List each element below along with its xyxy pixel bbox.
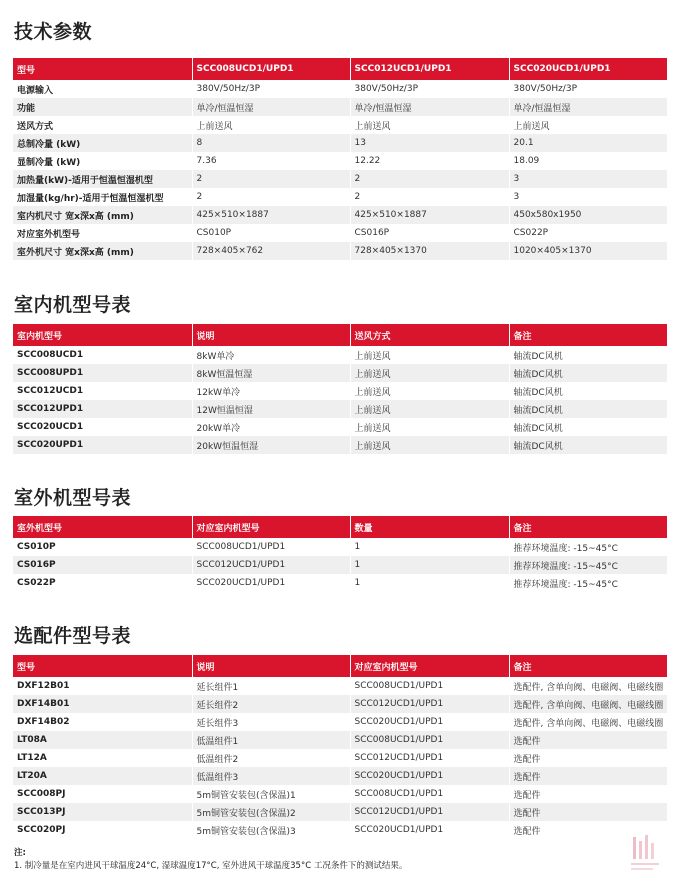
table-cell: CS016P: [13, 556, 192, 574]
table-cell: 轴流DC风机: [509, 364, 667, 382]
table-cell: 低温组件2: [192, 749, 350, 767]
table-cell: SCC008PJ: [13, 785, 192, 803]
tech-section-title: 技术参数: [14, 21, 93, 43]
table-cell: 7.36: [192, 152, 350, 170]
table-cell: 8kW恒温恒湿: [192, 364, 350, 382]
table-row: [13, 713, 667, 731]
table-cell: CS010P: [13, 538, 192, 556]
table-cell: 450x580x1950: [509, 206, 667, 224]
table-cell: SCC012UCD1/UPD1: [192, 556, 350, 574]
table-cell: 延长组件3: [192, 713, 350, 731]
table-row: [13, 134, 667, 152]
table-cell: SCC020UPD1: [13, 436, 192, 454]
table-cell: 总制冷量 (kW): [13, 134, 192, 152]
column-header: SCC008UCD1/UPD1: [192, 58, 350, 80]
table-row: [13, 538, 667, 556]
table-cell: 3: [509, 170, 667, 188]
table-cell: SCC020UCD1/UPD1: [192, 574, 350, 592]
table-row: [13, 206, 667, 224]
table-cell: 2: [192, 188, 350, 206]
table-cell: 上前送风: [350, 346, 509, 364]
table-cell: 延长组件2: [192, 695, 350, 713]
table-cell: CS010P: [192, 224, 350, 242]
table-cell: 延长组件1: [192, 677, 350, 695]
notes: [14, 847, 407, 873]
indoor-section-title: 室内机型号表: [14, 294, 132, 316]
table-cell: 功能: [13, 98, 192, 116]
column-header: 备注: [509, 655, 667, 677]
table-cell: 上前送风: [509, 116, 667, 134]
table-cell: 轴流DC风机: [509, 382, 667, 400]
table-cell: 送风方式: [13, 116, 192, 134]
column-header: 室外机型号: [13, 516, 192, 538]
table-row: [13, 767, 667, 785]
table-row: [13, 821, 667, 839]
table-cell: LT08A: [13, 731, 192, 749]
table-row: [13, 80, 667, 98]
table-cell: 轴流DC风机: [509, 418, 667, 436]
column-header: 送风方式: [350, 324, 509, 346]
table-row: [13, 152, 667, 170]
table-cell: 选配件: [509, 785, 667, 803]
table-cell: 推荐环境温度: -15~45°C: [509, 556, 667, 574]
table-header-row: [13, 58, 667, 80]
table-cell: SCC012UCD1/UPD1: [350, 749, 509, 767]
table-cell: 选配件, 含单向阀、电磁阀、电磁线圈: [509, 695, 667, 713]
table-cell: LT12A: [13, 749, 192, 767]
table-cell: DXF14B02: [13, 713, 192, 731]
table-cell: 18.09: [509, 152, 667, 170]
table-cell: 轴流DC风机: [509, 346, 667, 364]
column-header: 说明: [192, 655, 350, 677]
table-row: [13, 695, 667, 713]
table-row: [13, 242, 667, 260]
table-cell: 728×405×762: [192, 242, 350, 260]
table-cell: SCC012UPD1: [13, 400, 192, 418]
accessory-section-title: 选配件型号表: [14, 625, 132, 647]
table-cell: SCC020UCD1/UPD1: [350, 821, 509, 839]
table-cell: SCC008UCD1/UPD1: [350, 785, 509, 803]
table-cell: SCC020UCD1/UPD1: [350, 713, 509, 731]
watermark-logo-icon: [627, 833, 663, 877]
table-cell: CS022P: [13, 574, 192, 592]
table-row: [13, 382, 667, 400]
table-row: [13, 418, 667, 436]
table-cell: 1: [350, 538, 509, 556]
table-cell: 2: [350, 170, 509, 188]
tech-spec-table: [13, 58, 667, 260]
table-cell: 单冷/恒温恒湿: [509, 98, 667, 116]
table-cell: 室外机尺寸 宽x深x高 (mm): [13, 242, 192, 260]
table-cell: 轴流DC风机: [509, 436, 667, 454]
table-cell: SCC008UCD1: [13, 346, 192, 364]
column-header: 对应室内机型号: [192, 516, 350, 538]
table-cell: 12.22: [350, 152, 509, 170]
table-cell: SCC020UCD1: [13, 418, 192, 436]
column-header: 型号: [13, 58, 192, 80]
accessory-model-table: [13, 655, 667, 839]
table-cell: 8kW单冷: [192, 346, 350, 364]
table-cell: 5m铜管安装包(含保温)3: [192, 821, 350, 839]
table-row: [13, 188, 667, 206]
table-cell: 上前送风: [350, 436, 509, 454]
table-row: [13, 170, 667, 188]
table-cell: 上前送风: [350, 418, 509, 436]
table-cell: SCC008UPD1: [13, 364, 192, 382]
table-cell: CS016P: [350, 224, 509, 242]
table-cell: 上前送风: [350, 364, 509, 382]
table-cell: SCC012UCD1/UPD1: [350, 803, 509, 821]
table-cell: SCC012UCD1/UPD1: [350, 695, 509, 713]
table-cell: 5m铜管安装包(含保温)1: [192, 785, 350, 803]
table-cell: 2: [192, 170, 350, 188]
table-cell: SCC013PJ: [13, 803, 192, 821]
table-row: [13, 574, 667, 592]
table-cell: 728×405×1370: [350, 242, 509, 260]
column-header: 说明: [192, 324, 350, 346]
table-cell: 8: [192, 134, 350, 152]
table-cell: SCC008UCD1/UPD1: [350, 731, 509, 749]
table-cell: 2: [350, 188, 509, 206]
table-row: [13, 400, 667, 418]
column-header: 数量: [350, 516, 509, 538]
notes-line-1: 1. 制冷量是在室内进风干球温度24°C, 湿球温度17°C, 室外进风干球温度35°C 工况条件下的测试结果。: [14, 861, 408, 871]
table-cell: 425×510×1887: [350, 206, 509, 224]
column-header: 备注: [509, 516, 667, 538]
table-cell: SCC008UCD1/UPD1: [192, 538, 350, 556]
table-cell: 13: [350, 134, 509, 152]
table-cell: 低温组件3: [192, 767, 350, 785]
table-cell: 加湿量(kg/hr)-适用于恒温恒湿机型: [13, 188, 192, 206]
table-cell: 单冷/恒温恒湿: [350, 98, 509, 116]
table-cell: DXF12B01: [13, 677, 192, 695]
table-cell: 380V/50Hz/3P: [350, 80, 509, 98]
table-row: [13, 98, 667, 116]
table-row: [13, 749, 667, 767]
table-cell: 380V/50Hz/3P: [192, 80, 350, 98]
table-cell: 推荐环境温度: -15~45°C: [509, 538, 667, 556]
table-cell: SCC020PJ: [13, 821, 192, 839]
table-header-row: [13, 516, 667, 538]
table-row: [13, 346, 667, 364]
table-cell: 1: [350, 556, 509, 574]
notes-title: 注:: [14, 848, 26, 858]
table-cell: 选配件: [509, 767, 667, 785]
table-row: [13, 116, 667, 134]
table-cell: 单冷/恒温恒湿: [192, 98, 350, 116]
table-cell: 上前送风: [192, 116, 350, 134]
table-cell: 3: [509, 188, 667, 206]
table-cell: 选配件: [509, 749, 667, 767]
table-cell: 上前送风: [350, 116, 509, 134]
table-cell: 加热量(kW)-适用于恒温恒湿机型: [13, 170, 192, 188]
table-cell: 显制冷量 (kW): [13, 152, 192, 170]
table-cell: 20.1: [509, 134, 667, 152]
table-cell: 轴流DC风机: [509, 400, 667, 418]
indoor-model-table: [13, 324, 667, 454]
table-cell: 20kW单冷: [192, 418, 350, 436]
table-cell: 室内机尺寸 宽x深x高 (mm): [13, 206, 192, 224]
table-cell: 1020×405×1370: [509, 242, 667, 260]
table-cell: 上前送风: [350, 382, 509, 400]
column-header: SCC020UCD1/UPD1: [509, 58, 667, 80]
table-row: [13, 364, 667, 382]
table-cell: 电源输入: [13, 80, 192, 98]
outdoor-section-title: 室外机型号表: [14, 487, 132, 509]
table-cell: SCC020UCD1/UPD1: [350, 767, 509, 785]
table-cell: SCC012UCD1: [13, 382, 192, 400]
table-cell: 380V/50Hz/3P: [509, 80, 667, 98]
table-row: [13, 803, 667, 821]
column-header: 型号: [13, 655, 192, 677]
table-row: [13, 556, 667, 574]
table-header-row: [13, 324, 667, 346]
table-cell: 5m铜管安装包(含保温)2: [192, 803, 350, 821]
table-row: [13, 224, 667, 242]
column-header: 对应室内机型号: [350, 655, 509, 677]
table-cell: 1: [350, 574, 509, 592]
table-cell: 选配件, 含单向阀、电磁阀、电磁线圈: [509, 677, 667, 695]
table-cell: 对应室外机型号: [13, 224, 192, 242]
table-cell: 425×510×1887: [192, 206, 350, 224]
table-cell: 选配件, 含单向阀、电磁阀、电磁线圈: [509, 713, 667, 731]
table-cell: 低温组件1: [192, 731, 350, 749]
table-cell: 选配件: [509, 821, 667, 839]
table-row: [13, 677, 667, 695]
table-cell: 12W恒温恒湿: [192, 400, 350, 418]
table-row: [13, 785, 667, 803]
table-cell: SCC008UCD1/UPD1: [350, 677, 509, 695]
table-cell: CS022P: [509, 224, 667, 242]
outdoor-model-table: [13, 516, 667, 592]
column-header: 备注: [509, 324, 667, 346]
table-cell: 选配件: [509, 731, 667, 749]
table-row: [13, 436, 667, 454]
table-cell: 12kW单冷: [192, 382, 350, 400]
table-cell: 选配件: [509, 803, 667, 821]
table-row: [13, 731, 667, 749]
table-cell: 上前送风: [350, 400, 509, 418]
table-cell: DXF14B01: [13, 695, 192, 713]
table-cell: LT20A: [13, 767, 192, 785]
column-header: SCC012UCD1/UPD1: [350, 58, 509, 80]
column-header: 室内机型号: [13, 324, 192, 346]
table-header-row: [13, 655, 667, 677]
table-cell: 20kW恒温恒湿: [192, 436, 350, 454]
table-cell: 推荐环境温度: -15~45°C: [509, 574, 667, 592]
